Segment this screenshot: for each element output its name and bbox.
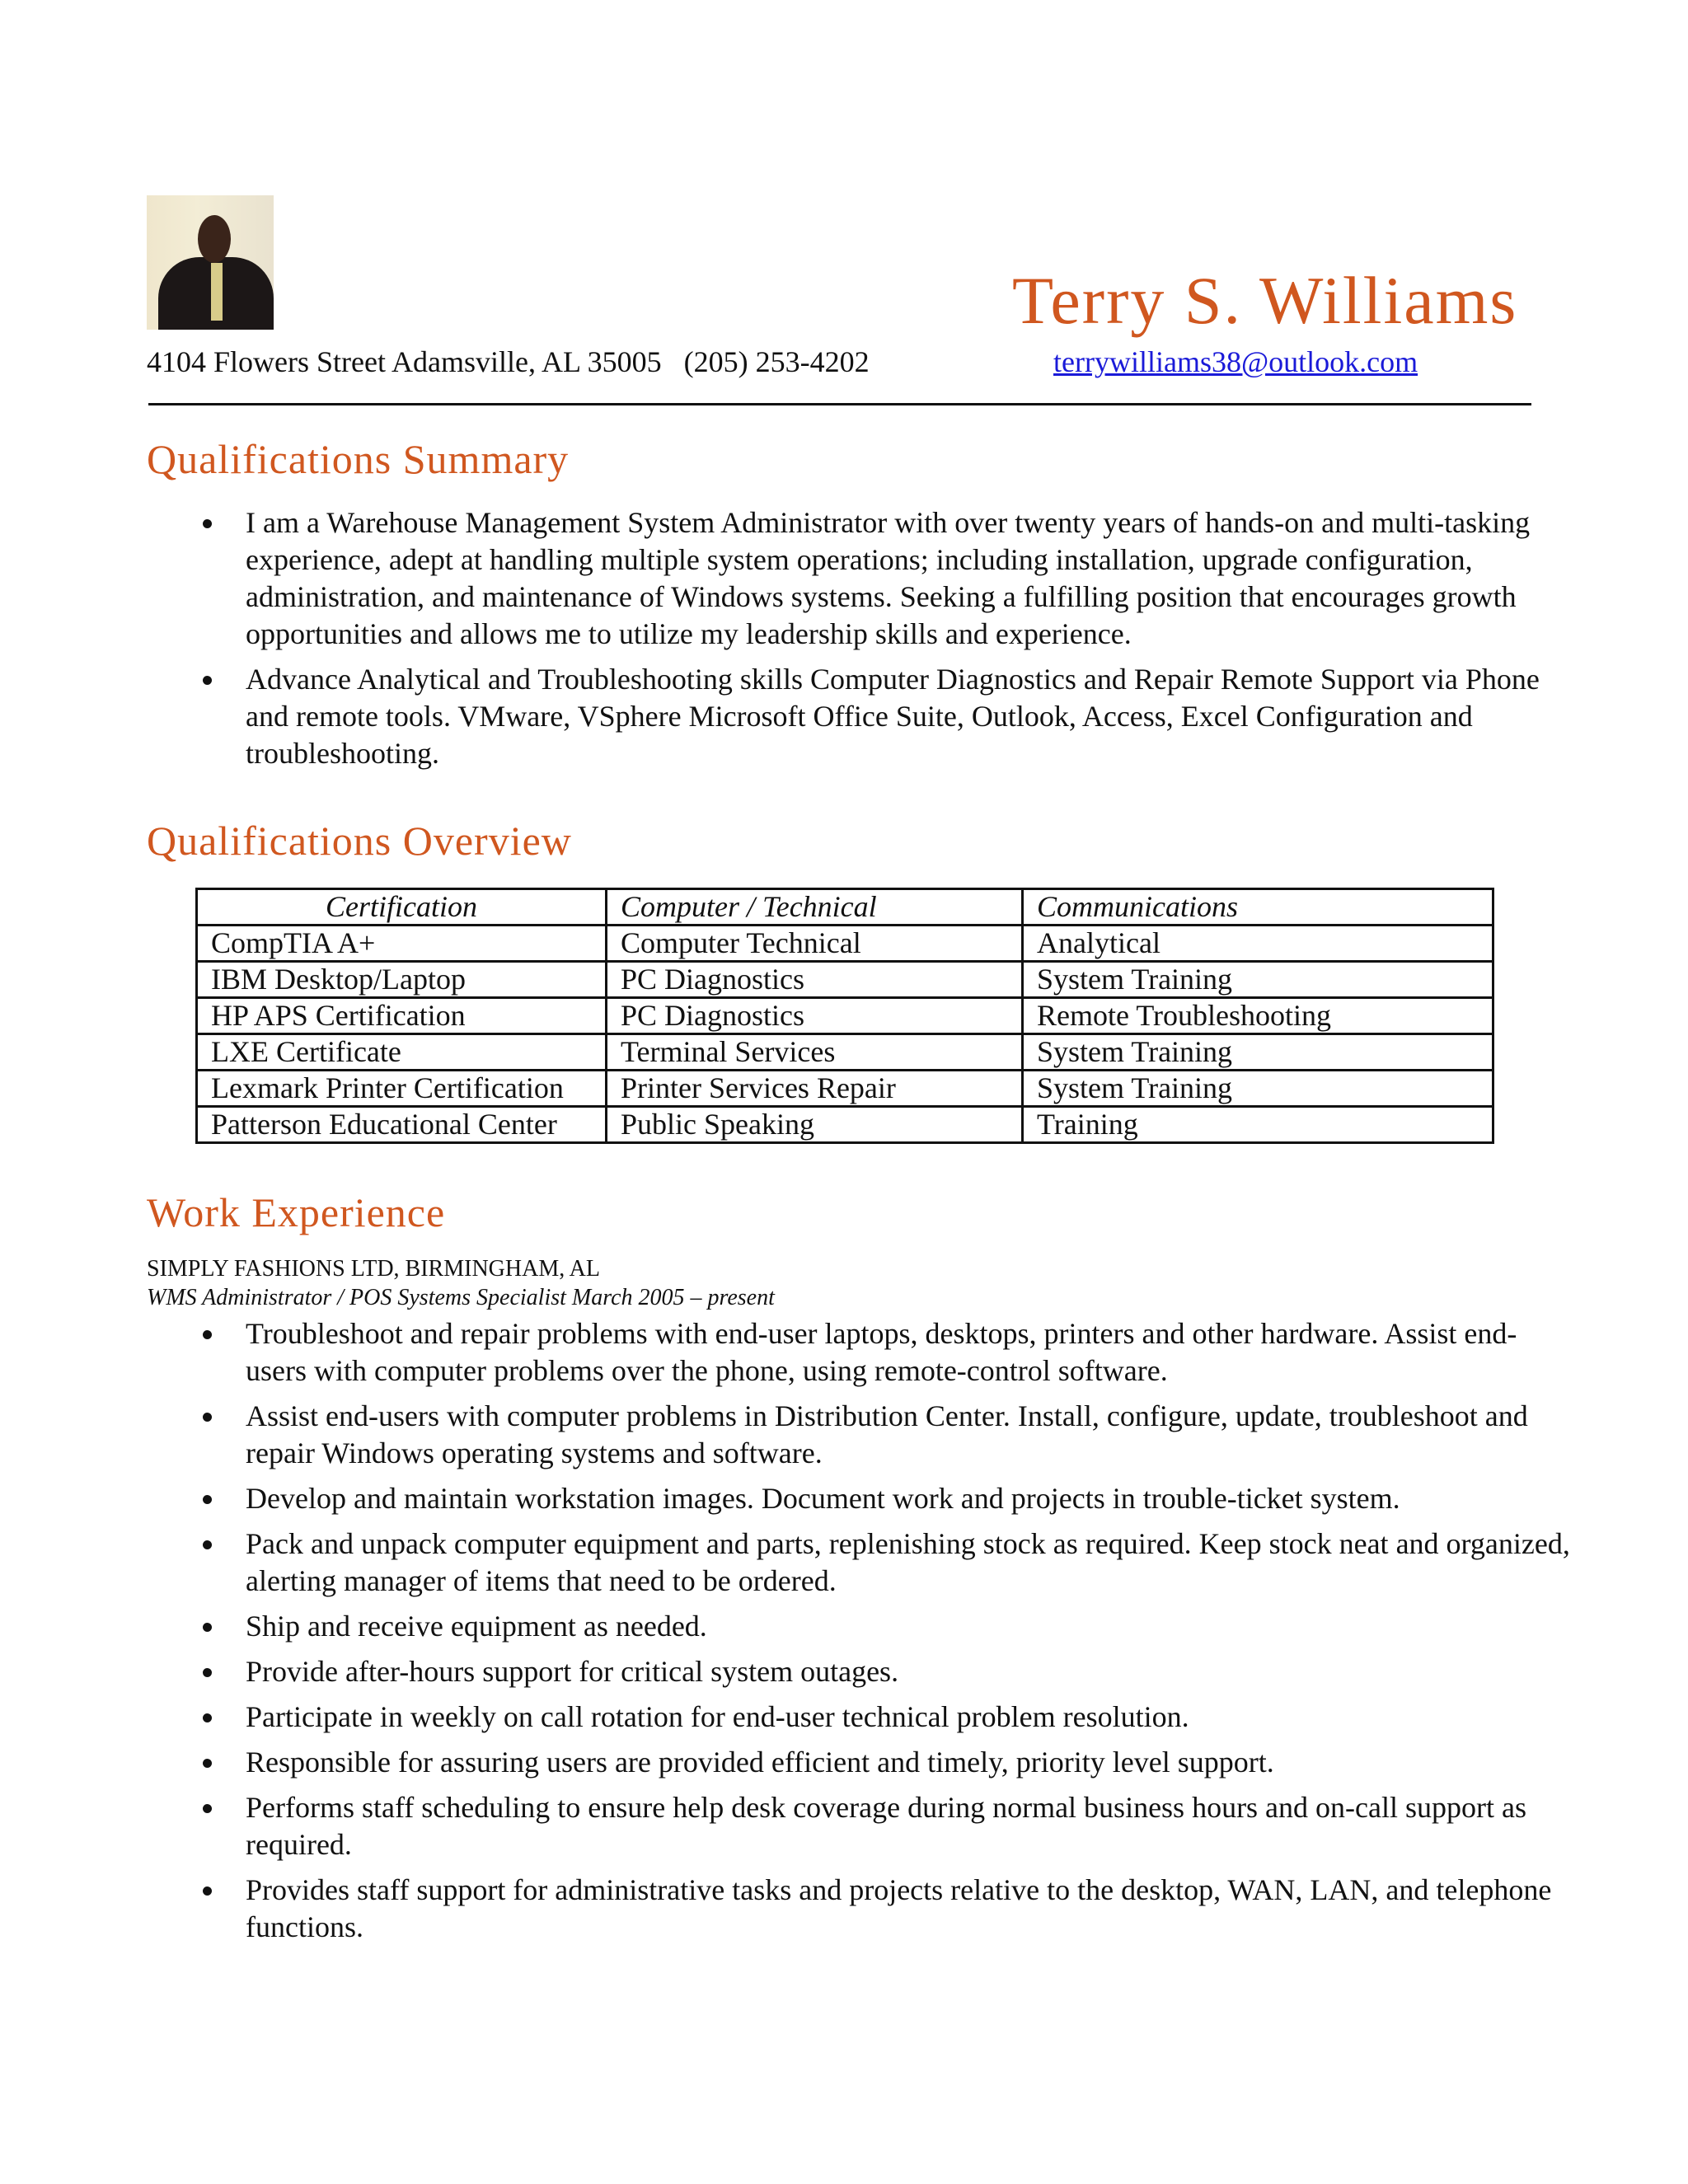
table-row	[197, 1107, 1493, 1143]
list-item: Pack and unpack computer equipment and parts, replenishing stock as required. Keep stock neat and organized, alerting manager of items that need to be ordered.	[246, 1526, 1573, 1600]
table-row	[197, 1071, 1493, 1107]
column-header: Certification	[197, 889, 607, 926]
table-cell: Terminal Services	[607, 1034, 1023, 1071]
qualifications-table	[195, 888, 1494, 1144]
list-item: Participate in weekly on call rotation for end-user technical problem resolution.	[246, 1699, 1573, 1736]
phone: (205) 253-4202	[683, 345, 870, 378]
list-item: Ship and receive equipment as needed.	[246, 1608, 1573, 1645]
table-cell: Patterson Educational Center	[197, 1107, 607, 1143]
table-cell: Analytical	[1023, 926, 1493, 962]
experience-list	[198, 1315, 1573, 1954]
list-item: Responsible for assuring users are provided efficient and timely, priority level support.	[246, 1744, 1573, 1781]
list-item: Advance Analytical and Troubleshooting skills Computer Diagnostics and Repair Remote Support via Phone and remote tools. VMware, VSphere Microsoft Office Suite, Outlook, Access, Excel Configuration and troubleshooting.	[246, 661, 1573, 772]
company-name: SIMPLY FASHIONS LTD, BIRMINGHAM, AL	[147, 1256, 601, 1282]
job-title: WMS Administrator / POS Systems Specialist March 2005 – present	[147, 1285, 775, 1310]
table-cell: CompTIA A+	[197, 926, 607, 962]
table-row	[197, 1034, 1493, 1071]
section-title-summary: Qualifications Summary	[147, 436, 570, 482]
list-item: Provide after-hours support for critical system outages.	[246, 1653, 1573, 1690]
table-cell: Lexmark Printer Certification	[197, 1071, 607, 1107]
header-divider	[148, 403, 1531, 405]
list-item: I am a Warehouse Management System Administrator with over twenty years of hands-on and multi-tasking experience, adept at handling multiple system operations; including installation, upgrade configuration, administration, and maintenance of Windows systems. Seeking a fulfilling position that encourages growth opportunities and allows me to utilize my leadership skills and experience.	[246, 504, 1573, 653]
list-item: Assist end-users with computer problems in Distribution Center. Install, configure, update, troubleshoot and repair Windows operating systems and software.	[246, 1398, 1573, 1472]
table-cell: Public Speaking	[607, 1107, 1023, 1143]
profile-photo	[147, 195, 274, 330]
address: 4104 Flowers Street Adamsville, AL 35005	[147, 345, 662, 378]
section-title-experience: Work Experience	[147, 1189, 446, 1235]
table-row	[197, 998, 1493, 1034]
summary-list	[198, 504, 1573, 780]
table-cell: PC Diagnostics	[607, 962, 1023, 998]
table-row	[197, 962, 1493, 998]
table-row	[197, 926, 1493, 962]
table-cell: IBM Desktop/Laptop	[197, 962, 607, 998]
table-cell: PC Diagnostics	[607, 998, 1023, 1034]
table-cell: System Training	[1023, 1034, 1493, 1071]
table-cell: Printer Services Repair	[607, 1071, 1023, 1107]
table-cell: System Training	[1023, 962, 1493, 998]
column-header: Computer / Technical	[607, 889, 1023, 926]
table-header-row	[197, 889, 1493, 926]
table-cell: Training	[1023, 1107, 1493, 1143]
contact-line	[147, 344, 870, 379]
column-header: Communications	[1023, 889, 1493, 926]
list-item: Performs staff scheduling to ensure help desk coverage during normal business hours and on-call support as required.	[246, 1789, 1573, 1863]
candidate-name: Terry S. Williams	[1012, 263, 1518, 338]
list-item: Troubleshoot and repair problems with end-user laptops, desktops, printers and other hardware. Assist end-users with computer problems over the phone, using remote-control software.	[246, 1315, 1573, 1390]
section-title-overview: Qualifications Overview	[147, 818, 572, 864]
table-cell: LXE Certificate	[197, 1034, 607, 1071]
list-item: Develop and maintain workstation images. Document work and projects in trouble-ticket system.	[246, 1480, 1573, 1517]
email-link[interactable]: terrywilliams38@outlook.com	[1053, 345, 1418, 378]
table-cell: Remote Troubleshooting	[1023, 998, 1493, 1034]
table-cell: HP APS Certification	[197, 998, 607, 1034]
table-cell: System Training	[1023, 1071, 1493, 1107]
list-item: Provides staff support for administrative tasks and projects relative to the desktop, WAN, LAN, and telephone functions.	[246, 1872, 1573, 1946]
table-cell: Computer Technical	[607, 926, 1023, 962]
